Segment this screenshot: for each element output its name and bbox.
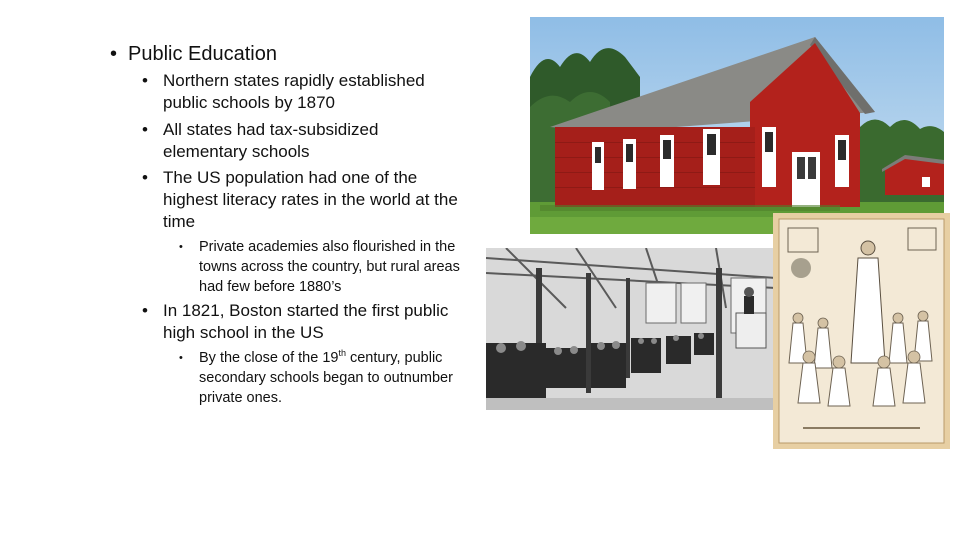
bullet-northern-states: [142, 70, 463, 114]
bullet-private-academies: [179, 237, 474, 297]
bullet-text: The US population had one of the highest literacy rates in the world at the time: [163, 168, 458, 231]
bullet-text-part: century, public secondary schools began to outnumber private ones.: [199, 350, 453, 406]
children-illustration: [773, 213, 950, 449]
bullet-boston-high-school: [142, 300, 463, 344]
bullet-marker: •: [142, 120, 148, 139]
bullet-text: Northern states rapidly established public schools by 1870: [163, 71, 425, 112]
red-schoolhouse-photo: [530, 17, 944, 234]
bullet-marker: •: [142, 168, 148, 187]
bullet-marker: •: [142, 301, 148, 320]
bullet-text: In 1821, Boston started the first public high school in the US: [163, 301, 449, 342]
bullet-tax-subsidized: [142, 119, 463, 163]
bullet-marker: •: [142, 71, 148, 90]
bullet-marker: •: [110, 43, 118, 65]
bullet-literacy-rates: [142, 167, 463, 233]
bullet-text: [199, 348, 469, 408]
bullet-text: Private academies also flourished in the towns across the country, but rural areas had few before 1880’s: [199, 239, 460, 295]
bullet-marker: •: [179, 352, 183, 364]
bullet-text: All states had tax-subsidized elementary schools: [163, 120, 379, 161]
bullet-marker: •: [179, 241, 183, 253]
superscript-th: th: [338, 348, 346, 358]
classroom-engraving: [486, 248, 776, 410]
bullet-text-part: By the close of the 19: [199, 350, 339, 366]
bullet-public-education: [110, 42, 468, 66]
bullet-secondary-schools: [179, 348, 469, 408]
bullet-text: Public Education: [128, 43, 277, 65]
